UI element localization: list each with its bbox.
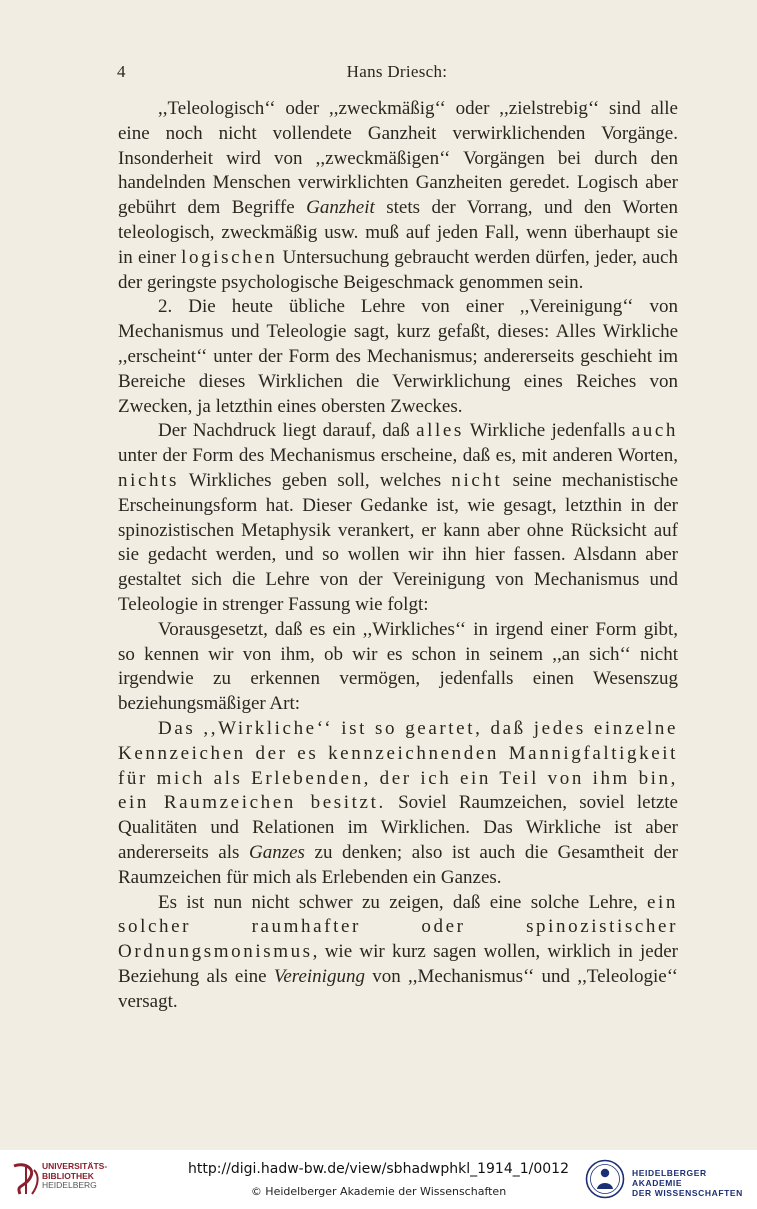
text-run: Wirkliche jedenfalls [463, 420, 632, 442]
text-run: Der Nachdruck liegt darauf, daß [158, 420, 417, 442]
body-text [118, 97, 678, 1014]
spaced-emphasis-text: logischen [181, 246, 278, 268]
paragraph [118, 419, 678, 617]
italic-text: Ganzes [248, 841, 305, 863]
italic-text: Ganzheit [306, 197, 375, 219]
text-run: Soviel Raumzeichen, soviel letzte Qualitäten und Relationen im Wirklichen. Das Wirkliche ist aber andererseits als [118, 792, 678, 863]
text-run: , wie wir kurz sagen wollen, wirklich in jeder Beziehung als eine [118, 941, 678, 987]
text-run: zu denken; also ist auch die Gesamtheit der Raumzeichen für mich als Erlebenden ein Ganzes. [118, 841, 678, 888]
viewer-footer [0, 1150, 757, 1209]
page-number: 4 [117, 62, 126, 81]
page-header [117, 62, 677, 86]
text-run: seine mechanistische Erscheinungsform hat. Dieser Gedanke ist, wie gesagt, letzthin in der spinozistischen Metaphysik verankert, er kann aber ohne Rücksicht auf sie gedacht werden, und so wollen wir ihn hier fassen. Alsdann aber gestaltet sich die Lehre von der Vereinigung von Mechanismus und Teleologie in strenger Fassung wie folgt: [118, 469, 679, 615]
italic-text: Vereinigung [273, 965, 365, 987]
copyright-notice: © Heidelberger Akademie der Wissenschaften [250, 1185, 507, 1198]
running-head: Hans Driesch: [346, 62, 448, 81]
permalink-url[interactable]: http://digi.hadw-bw.de/view/sbhadwphkl_1914_1/0012 [187, 1161, 569, 1177]
academy-seal-icon [585, 1159, 625, 1199]
library-name: UNIVERSITÄTS- BIBLIOTHEK HEIDELBERG [42, 1161, 108, 1190]
text-run: stets der Vorrang, und den Worten teleologisch, zweckmäßig usw. muß auf jeden Fall, wenn überhaupt sie in einer [118, 197, 678, 268]
text-run: Wirkliches geben soll, welches [179, 469, 452, 491]
spaced-emphasis-text: ein solcher raumhafter oder spinozistischer Ordnungsmonismus [118, 891, 678, 963]
paragraph [118, 891, 678, 1015]
text-run: Untersuchung gebraucht werden dürfen, jeder, auch der geringste psychologische Beigeschmack genommen sein. [118, 246, 678, 293]
spaced-emphasis-text: auch [631, 420, 678, 442]
text-run: Es ist nun nicht schwer zu zeigen, daß eine solche Lehre, [158, 891, 647, 913]
academy-name: HEIDELBERGER AKADEMIE DER WISSENSCHAFTEN [632, 1168, 743, 1198]
text-run: unter der Form des Mechanismus erscheine, daß es, mit anderen Worten, [118, 445, 678, 467]
spaced-emphasis-text: nicht [451, 469, 503, 491]
paragraph [118, 295, 678, 419]
text-run: von ,,Mechanismus‘‘ und ,,Teleologie‘‘ versagt. [118, 965, 678, 1012]
spaced-emphasis-text: nichts [118, 469, 179, 491]
paragraph [118, 717, 678, 891]
spaced-emphasis-text: alles [416, 420, 464, 442]
paragraph [118, 618, 678, 717]
text-run: ,,Teleologisch‘‘ oder ,,zweckmäßig‘‘ oder ,,zielstrebig‘‘ sind alle eine noch nicht vollendete Ganzheit verwirklichenden Vorgänge. Insonderheit wird von ,,zweckmäßigen‘‘ Vorgängen bei durch den handelnden Menschen verwirklichten Ganzheiten geredet. Logisch aber gebührt dem Begriffe [118, 98, 678, 219]
spaced-emphasis-text: Das ,,Wirkliche‘‘ ist so geartet, daß jedes einzelne Kennzeichen der es kennzeichnenden Mannigfaltigkeit für mich als Erlebenden, der ich ein Teil von ihm bin, ein Raumzeichen besitzt. [118, 717, 678, 814]
text-run: Vorausgesetzt, daß es ein ,,Wirkliches‘‘ in irgend einer Form gibt, so kennen wir von ihm, ob wir es schon in seinem ,,an sich‘‘ nicht irgendwie zu erkennen vermögen, jedenfalls einen Wesenszug beziehungsmäßiger Art: [118, 618, 678, 715]
paragraph [118, 97, 678, 295]
text-run: 2. Die heute übliche Lehre von einer ,,Vereinigung‘‘ von Mechanismus und Teleologie sagt, kurz gefaßt, dieses: Alles Wirkliche ,,erscheint‘‘ unter der Form des Mechanismus; andererseits geschieht im Bereiche dieses Wirklichen die Verwirklichung eines Reiches von Zwecken, ja letzthin eines obersten Zweckes. [118, 296, 678, 417]
